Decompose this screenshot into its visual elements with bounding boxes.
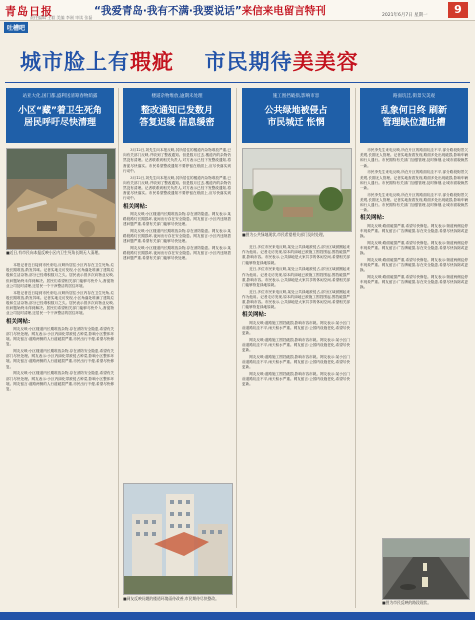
article-column-3: [242, 245, 350, 608]
section-subtitle: 答复迟缓 信息缓密: [139, 118, 215, 128]
section-kicker: 施工围挡破损,影响市容: [272, 94, 320, 99]
photo-buildings: [123, 483, 233, 595]
special-issue-banner: [94, 3, 326, 18]
newspaper-logo: 青岛日报: [5, 5, 53, 18]
related-posts-text: 网友反映:小区楼道内长期堆放杂物,存在消防隐患。网友表示:某路段路灯长期损坏,夜间出行存在安全隐患。网友留言:小区内违规搭建问题严重,希望有关部门能够尽快处理。: [123, 245, 231, 261]
photo-caption-1: ■近日,有市民向本报反映小区内卫生死角长期无人清理。: [6, 250, 102, 255]
section-title: 乱象何日终 刷新: [380, 106, 448, 116]
article-paragraph: 3月12日,刘先生向本报反映,其所居住的楼道内杂物堆放严重,已向有关部门反映,并收到了整改通知。但是数月过去,楼道内的杂物仍然没有清理。记者联系到相关负责人,对方表示已经下发整改通知,将督促尽快落实。市民希望整改通知不要停留在纸面上,应尽快落实到行动中。: [123, 175, 231, 201]
column-rule: [355, 88, 356, 608]
related-posts-heading: 相关网帖:: [360, 215, 385, 222]
photo-caption-2: ■网友反映问题的楼道环境亟待改善,市民期待尽快整改。: [123, 596, 219, 601]
article-paragraph: 市民李先生来电反映,所在片区的路面坑洼不平,部分路段街景欠美观,长期无人管理。记者实地查看发现,路面多处出现破损,影响车辆和行人通行。市民期待有关部门加强管理,及时修缮,让城市面貌焕然一新。: [360, 148, 468, 168]
section-title: 整改通知已发数月: [140, 106, 213, 116]
article-paragraph: 本报记者近日接到市民来电,反映所居住小区内存在卫生死角,垃圾长期堆放,散发异味。记者实地走访发现,小区角落处堆满了建筑垃圾和生活杂物,部分已经堆积数月之久。居民表示曾多次向物业反映,但问题始终未得到解决。居民们希望相关部门能够尽快介入,督促物业公司及时清理,还居民一个干净整洁的居住环境。: [6, 263, 114, 288]
page-footer-bar: [0, 612, 475, 620]
page-headline: [20, 46, 359, 76]
related-posts-text: 网友反映:小区楼道内长期堆放杂物,存在消防安全隐患,希望有关部门尽快处理。网友表示:小区内绿化带被侵占种菜,影响小区整体环境。网友留言:道路两侧的人行道破损严重,市民出行不便,希望尽快修复。: [6, 326, 114, 347]
column-tag: 吐槽吧: [4, 22, 28, 33]
article-column-4: [360, 148, 468, 533]
section-title: 小区“藏”着卫生死角: [18, 106, 102, 116]
article-paragraph: 3月12日,刘先生向本报反映,其所居住的楼道内杂物堆放严重,已向有关部门反映,并收到了整改通知。但是数月过去,楼道内的杂物仍然没有清理。记者联系到相关负责人,对方表示已经下发整改通知,将督促尽快落实。市民希望整改通知不要停留在纸面上,应尽快落实到行动中。: [123, 148, 231, 173]
related-posts-text: 网友反映:路面破损严重,希望尽快修复。网友表示:街道两侧乱停车现象严重。网友留言:广告牌破损,存在安全隐患,希望尽快拆除或更换。: [360, 257, 468, 273]
photo-greenland: [242, 148, 352, 232]
related-posts-text: 网友反映:道路施工围挡破损,影响市容市貌。网友表示:某小区门前道路坑洼不平,雨天积水严重。网友留言:公园内设施老化,希望尽快更新。: [242, 354, 350, 370]
section-subtitle: 市民城迁 怅惘: [267, 118, 325, 128]
related-posts-text: 网友反映:路面破损严重,希望尽快修复。网友表示:街道两侧乱停车现象严重。网友留言:广告牌破损,存在安全隐患,希望尽快拆除或更换。: [360, 223, 468, 239]
section-subtitle: 管理缺位遭吐槽: [382, 118, 446, 128]
section-subtitle: 居民呼吁尽快清理: [23, 118, 96, 128]
article-paragraph: 近日,多位市民来电反映,某处公共绿地被侵占,部分区域被圈起来作为他用。记者走访发现,原本的绿地已被施工围挡围起,围挡破损严重,影响市容。市民表示,公共绿地是大家共享的休闲空间,希望相关部门能够恢复绿地原貌。: [242, 267, 350, 287]
section-kicker: 路面坑洼,街景欠美观: [393, 94, 435, 99]
editor-credits: 责任编辑 王毅 美编 李刚 审读 张磊: [30, 15, 93, 20]
issue-date: 2021年6月7日 星期一: [382, 13, 428, 18]
article-column-2: [123, 148, 231, 478]
article-paragraph: 市民李先生来电反映,所在片区的路面坑洼不平,部分路段街景欠美观,长期无人管理。记者实地查看发现,路面多处出现破损,影响车辆和行人通行。市民期待有关部门加强管理,及时修缮,让城市面貌焕然一新。: [360, 192, 468, 213]
related-posts-text: 网友反映:路面破损严重,希望尽快修复。网友表示:街道两侧乱停车现象严重。网友留言:广告牌破损,存在安全隐患,希望尽快拆除或更换。: [360, 240, 468, 256]
headline-divider: [5, 82, 470, 83]
section-kicker: 楼道杂物堆放,逾期未处理: [151, 94, 203, 99]
section-header-4: [360, 88, 468, 143]
column-rule: [118, 88, 119, 608]
related-posts-text: 网友反映:道路施工围挡破损,影响市容市貌。网友表示:某小区门前道路坑洼不平,雨天积水严重。网友留言:公园内设施老化,希望尽快更新。: [242, 371, 350, 387]
related-posts-heading: 相关网帖:: [123, 203, 148, 210]
article-paragraph: 近日,多位市民来电反映,某处公共绿地被侵占,部分区域被圈起来作为他用。记者走访发现,原本的绿地已被施工围挡围起,围挡破损严重,影响市容。市民表示,公共绿地是大家共享的休闲空间,希望相关部门能够恢复绿地原貌。: [242, 289, 350, 310]
section-kicker: 站亚大化,国门都,盛利送清筹春物荫露: [22, 94, 98, 99]
related-posts-heading: 相关网帖:: [6, 318, 31, 325]
photo-caption-4: ■图为市民反映的路段现状。: [382, 600, 432, 605]
banner-quote: “我爱青岛·我有不满·我要说话”: [94, 5, 242, 17]
headline-emph2: 美美容: [292, 49, 359, 74]
related-posts-text: 网友反映:小区楼道内长期堆放杂物,存在消防安全隐患,希望有关部门尽快处理。网友表示:小区内绿化带被侵占种菜,影响小区整体环境。网友留言:道路两侧的人行道破损严重,市民出行不便,希望尽快修复。: [6, 349, 114, 369]
related-posts-text: 网友反映:路面破损严重,希望尽快修复。网友表示:街道两侧乱停车现象严重。网友留言:广告牌破损,存在安全隐患,希望尽快拆除或更换。: [360, 274, 468, 290]
photo-road: [382, 538, 470, 600]
section-header-1: [6, 88, 114, 143]
photo-debris: [6, 148, 116, 250]
section-header-3: [242, 88, 350, 143]
related-posts-text: 网友反映:小区楼道内长期堆放杂物,存在消防隐患。网友表示:某路段路灯长期损坏,夜间出行存在安全隐患。网友留言:小区内违规搭建问题严重,希望有关部门能够尽快处理。: [123, 228, 231, 244]
section-title: 公共绿地被侵占: [264, 106, 328, 116]
article-column-1: [6, 263, 114, 608]
related-posts-text: 网友反映:小区楼道内长期堆放杂物,存在消防安全隐患,希望有关部门尽快处理。网友表示:小区内绿化带被侵占种菜,影响小区整体环境。网友留言:道路两侧的人行道破损严重,市民出行不便,希望尽快修复。: [6, 371, 114, 391]
headline-part1: 城市脸上有: [20, 49, 130, 74]
article-paragraph: 市民李先生来电反映,所在片区的路面坑洼不平,部分路段街景欠美观,长期无人管理。记者实地查看发现,路面多处出现破损,影响车辆和行人通行。市民期待有关部门加强管理,及时修缮,让城市面貌焕然一新。: [360, 170, 468, 190]
related-posts-text: 网友反映:道路施工围挡破损,影响市容市貌。网友表示:某小区门前道路坑洼不平,雨天积水严重。网友留言:公园内设施老化,希望尽快更新。: [242, 337, 350, 353]
photo-caption-3: ■图为公共绿地现状,市民希望相关部门及时处理。: [242, 232, 327, 237]
related-posts-text: 网友反映:小区楼道内长期堆放杂物,存在消防隐患。网友表示:某路段路灯长期损坏,夜间出行存在安全隐患。网友留言:小区内违规搭建问题严重,希望有关部门能够尽快处理。: [123, 211, 231, 227]
headline-part2: 市民期待: [204, 49, 293, 74]
related-posts-heading: 相关网帖:: [242, 312, 267, 319]
banner-suffix: 来信来电留言特刊: [241, 5, 326, 17]
section-header-2: [123, 88, 231, 143]
related-posts-text: 网友反映:道路施工围挡破损,影响市容市貌。网友表示:某小区门前道路坑洼不平,雨天积水严重。网友留言:公园内设施老化,希望尽快更新。: [242, 320, 350, 336]
article-paragraph: 本报记者近日接到市民来电,反映所居住小区内存在卫生死角,垃圾长期堆放,散发异味。记者实地走访发现,小区角落处堆满了建筑垃圾和生活杂物,部分已经堆积数月之久。居民表示曾多次向物业反映,但问题始终未得到解决。居民们希望相关部门能够尽快介入,督促物业公司及时清理,还居民一个干净整洁的居住环境。: [6, 290, 114, 316]
page-number: 9: [448, 2, 468, 18]
column-rule: [236, 88, 237, 608]
article-paragraph: 近日,多位市民来电反映,某处公共绿地被侵占,部分区域被圈起来作为他用。记者走访发现,原本的绿地已被施工围挡围起,围挡破损严重,影响市容。市民表示,公共绿地是大家共享的休闲空间,希望相关部门能够恢复绿地原貌。: [242, 245, 350, 265]
headline-emph1: 瑕疵: [130, 49, 174, 74]
